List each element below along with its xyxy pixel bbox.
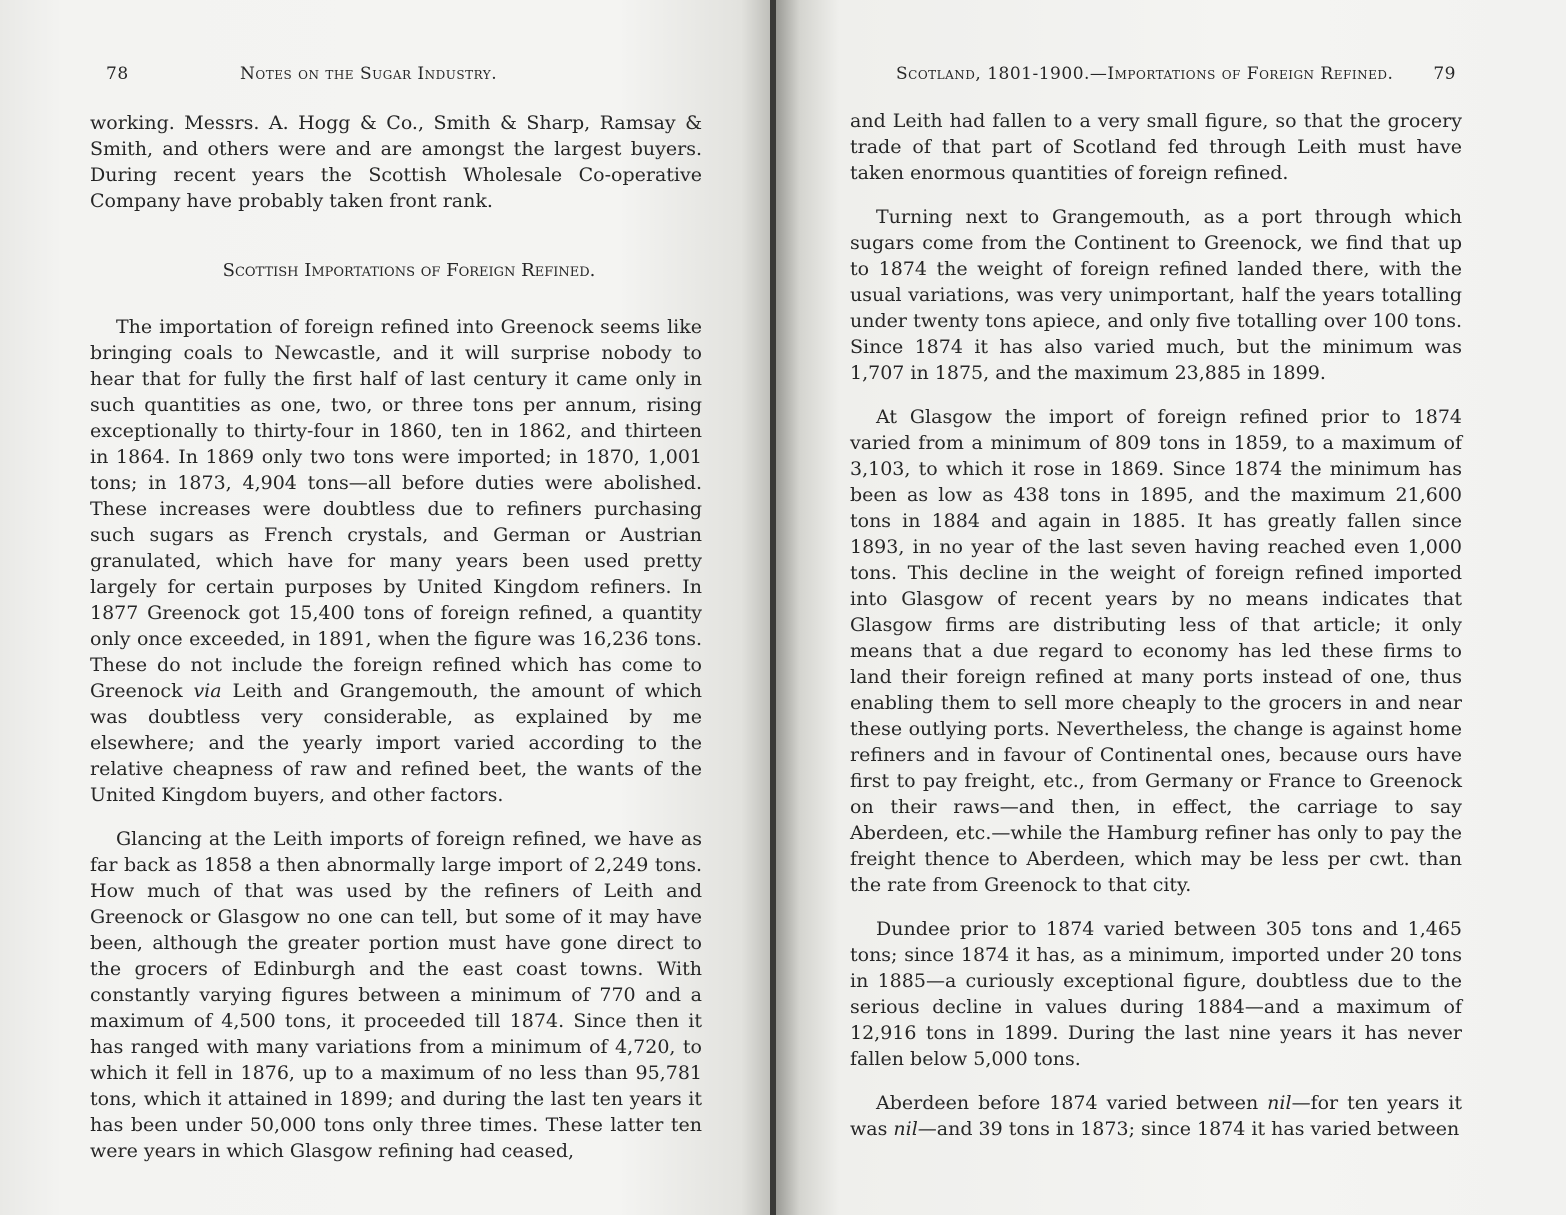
paragraph-glasgow: At Glasgow the import of foreign refined prior to 1874 varied from a minimum of 809 tons in 1859, to a maximum of 3,103, to which it rose in 1869. Since 1874 the minimum has been as low as 438 tons in 1895, and the maximum 21,600 tons in 1884 and again in 1885. It has greatly fallen since 1893, in no year of the last seven having reached even 1,000 tons. This decline in the weight of foreign refined imported into Glasgow of recent years by no means indicates that Glasgow firms are distributing less of that article; it only means that a due regard to economy has led these firms to land their foreign refined at many ports instead of one, thus enabling them to sell more cheaply to the grocers in and near these outlying ports. Nevertheless, the change is against home refiners and in favour of Continental ones, because ours have first to pay freight, etc., from Germany or France to Greenock on their raws—and then, in effect, the carriage to say Aberdeen, etc.—while the Hamburg refiner has only to pay the freight thence to Aberdeen, which may be less per cwt. than the rate from Greenock to that city. <box>850 406 1462 896</box>
paragraph-leith: Glancing at the Leith imports of foreign refined, we have as far back as 1858 a then abnormally large import of 2,249 tons. How much of that was used by the refiners of Leith and Greenock or Glasgow no one can tell, but some of it may have been, although the greater portion must have gone direct to the grocers of Edinburgh and the east coast towns. With constantly varying figures between a minimum of 770 and a maximum of 4,500 tons, it proceeded till 1874. Since then it has ranged with many variations from a minimum of 4,720, to which it fell in 1876, up to a maximum of no less than 95,781 tons, which it attained in 1899; and during the last ten years it has been under 50,000 tons only three times. These latter ten were years in which Glasgow refining had ceased, <box>90 828 702 1162</box>
right-page <box>776 0 1566 1215</box>
paragraph-aberdeen-part-a: Aberdeen before 1874 varied between <box>876 1092 1268 1114</box>
paragraph-continued: and Leith had fallen to a very small figure, so that the grocery trade of that part of Scotland fed through Leith must have taken enormous quantities of foreign refined. <box>850 110 1462 184</box>
left-page-body <box>90 110 702 214</box>
paragraph-greenock <box>90 314 702 808</box>
intro-paragraph: working. Messrs. A. Hogg & Co., Smith & Sharp, Ramsay & Smith, and others were and are amongst the largest buyers. During recent years the Scottish Wholesale Co-operative Company have probably taken front rank. <box>90 112 702 212</box>
nil-italic: nil <box>893 1118 918 1140</box>
paragraph-aberdeen <box>850 1090 1462 1142</box>
running-head: Notes on the Sugar Industry. <box>240 64 498 84</box>
right-page-header <box>896 64 1456 94</box>
left-page-section-body <box>90 314 702 1164</box>
right-page-body <box>850 108 1462 1142</box>
paragraph-greenock-part-b: Leith and Grangemouth, the amount of which was doubtless very considerable, as explained by me elsewhere; and the yearly import varied according to the relative cheapness of raw and refined beet, the wants of the United Kingdom buyers, and other factors. <box>90 680 702 806</box>
paragraph-grangemouth: Turning next to Grangemouth, as a port through which sugars come from the Continent to Greenock, we find that up to 1874 the weight of foreign refined landed there, with the usual variations, was very unimportant, half the years totalling under twenty tons apiece, and only five totalling over 100 tons. Since 1874 it has also varied much, but the minimum was 1,707 in 1875, and the maximum 23,885 in 1899. <box>850 206 1462 384</box>
left-page <box>0 0 772 1215</box>
section-title-block <box>90 258 702 284</box>
paragraph-aberdeen-part-c: —and 39 tons in 1873; since 1874 it has varied between <box>917 1118 1460 1140</box>
paragraph-dundee: Dundee prior to 1874 varied between 305 tons and 1,465 tons; since 1874 it has, as a minimum, imported under 20 tons in 1885—a curiously exceptional figure, doubtless due to the serious decline in values during 1884—and a maximum of 12,916 tons in 1899. During the last nine years it has never fallen below 5,000 tons. <box>850 918 1462 1070</box>
nil-italic: nil <box>1267 1092 1292 1114</box>
page-number: 78 <box>106 64 129 84</box>
left-page-header <box>92 64 702 94</box>
paragraph-aberdeen-part-b: —for ten years it was <box>850 1092 1462 1140</box>
paragraph-greenock-part-a: The importation of foreign refined into Greenock seems like bringing coals to Newcastle, and it will surprise nobody to hear that for fully the first half of last century it came only in such quantities as one, two, or three tons per annum, rising exceptionally to thirty-four in 1860, ten in 1862, and thirteen in 1864. In 1869 only two tons were imported; in 1870, 1,001 tons; in 1873, 4,904 tons—all before duties were abolished. These increases were doubtless due to refiners purchasing such sugars as French crystals, and German or Austrian granulated, which have for many years been used pretty largely for certain purposes by United Kingdom refiners. In 1877 Greenock got 15,400 tons of foreign refined, a quantity only once exceeded, in 1891, when the figure was 16,236 tons. These do not include the foreign refined which has come to Greenock <box>90 316 702 702</box>
page-number: 79 <box>1433 64 1456 84</box>
via-italic: via <box>193 680 222 702</box>
section-title: Scottish Importations of Foreign Refined. <box>222 260 596 281</box>
running-head: Scotland, 1801-1900.—Importations of Foreign Refined. <box>896 64 1394 84</box>
